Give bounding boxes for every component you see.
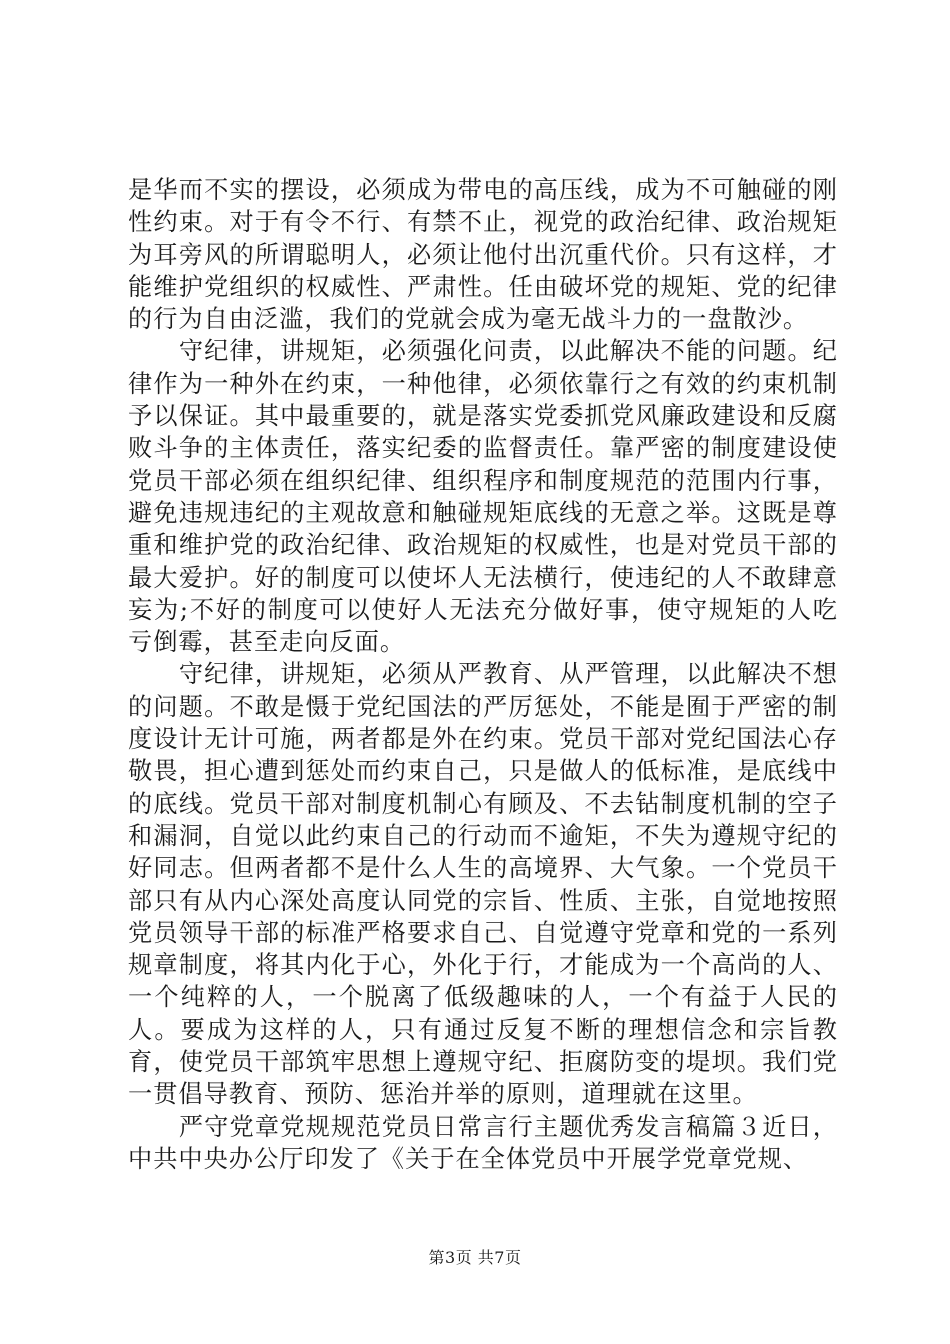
paragraph-3: 守纪律，讲规矩，必须从严教育、从严管理，以此解决不想的问题。不敢是慑于党纪国法的严厉惩处，不能是囿于严密的制度设计无计可施，两者都是外在约束。党员干部对党纪国法心存敬畏，担心遭到惩处而约束自己，只是做人的低标准，是底线中的底线。党员干部对制度机制心有顾及、不去钻制度机制的空子和漏洞，自觉以此约束自己的行动而不逾矩，不失为遵规守纪的好同志。但两者都不是什么人生的高境界、大气象。一个党员干部只有从内心深处高度认同党的宗旨、性质、主张，自觉地按照党员领导干部的标准严格要求自己、自觉遵守党章和党的一系列规章制度，将其内化于心，外化于行，才能成为一个高尚的人、一个纯粹的人，一个脱离了低级趣味的人，一个有益于人民的人。要成为这样的人，只有通过反复不断的理想信念和宗旨教育，使党员干部筑牢思想上遵规守纪、拒腐防变的堤坝。我们党一贯倡导教育、预防、惩治并举的原则，道理就在这里。 (128, 660, 838, 1109)
document-body (128, 174, 838, 1175)
paragraph-1: 是华而不实的摆设，必须成为带电的高压线，成为不可触碰的刚性约束。对于有令不行、有禁不止，视党的政治纪律、政治规矩为耳旁风的所谓聪明人，必须让他付出沉重代价。只有这样，才能维护党组织的权威性、严肃性。任由破坏党的规矩、党的纪律的行为自由泛滥，我们的党就会成为毫无战斗力的一盘散沙。 (128, 176, 838, 334)
page-number-footer: 第3页 共7页 (428, 1248, 522, 1267)
paragraph-4: 严守党章党规规范党员日常言行主题优秀发言稿篇３近日，中共中央办公厅印发了《关于在全体党员中开展学党章党规、 (128, 1112, 838, 1173)
paragraph-2: 守纪律，讲规矩，必须强化问责，以此解决不能的问题。纪律作为一种外在约束，一种他律，必须依靠行之有效的约束机制予以保证。其中最重要的，就是落实党委抓党风廉政建设和反腐败斗争的主体责任，落实纪委的监督责任。靠严密的制度建设使党员干部必须在组织纪律、组织程序和制度规范的范围内行事，避免违规违纪的主观故意和触碰规矩底线的无意之举。这既是尊重和维护党的政治纪律、政治规矩的权威性，也是对党员干部的最大爱护。好的制度可以使坏人无法横行，使违纪的人不敢肆意妄为;不好的制度可以使好人无法充分做好事，使守规矩的人吃亏倒霉，甚至走向反面。 (128, 337, 838, 657)
